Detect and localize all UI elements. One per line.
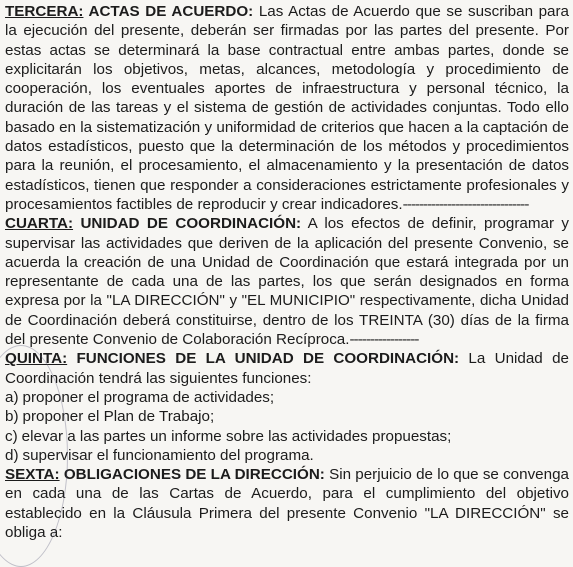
clause-title: FUNCIONES DE LA UNIDAD DE COORDINACIÓN:: [76, 350, 460, 368]
clause-body: La Unidad de Coordinación tendrá las siguientes funciones:: [5, 350, 569, 387]
item-text: elevar a las partes un informe sobre las actividades propuestas;: [21, 427, 452, 445]
clause-title: UNIDAD DE COORDINACIÓN:: [80, 215, 302, 233]
filler-dashes: -------------------------------: [402, 195, 529, 213]
clause-heading: [5, 215, 301, 232]
filler-dashes: -----------------: [349, 331, 419, 349]
clause-number: QUINTA:: [5, 350, 68, 368]
item-text: proponer el Plan de Trabajo;: [22, 408, 215, 426]
function-list: [5, 388, 569, 465]
clause-quinta: [5, 349, 569, 388]
clause-body: Las Actas de Acuerdo que se suscriban para la ejecución del presente, deberán ser firmadas por las partes del presente. Por estas actas se determinará la base contractual entre ambas partes, donde se explicitarán los objetivos, metas, alcances, metodología y procedimiento de cooperación, los eventuales aportes de infraestructura y personal técnico, la duración de las tareas y el sistema de gestión de actividades conjuntas. Todo ello basado en la sistematización y uniformidad de criterios que hacen a la captación de datos estadísticos, puesto que la determinación de los métodos y procedimientos para la reunión, el procesamiento, el almacenamiento y la presentación de datos estadísticos, tienen que responder a consideraciones estrictamente profesionales y procesamientos factibles de reproducir y crear indicadores.: [5, 3, 569, 213]
list-item: [5, 427, 569, 446]
item-marker: b): [5, 408, 19, 426]
clause-title: OBLIGACIONES DE LA DIRECCIÓN:: [63, 466, 325, 484]
list-item: [5, 446, 569, 465]
clause-number: SEXTA:: [5, 466, 60, 484]
clause-heading: [5, 3, 253, 20]
clause-tercera: [5, 2, 569, 214]
list-item: [5, 388, 569, 407]
clause-heading: [5, 466, 325, 483]
clause-body: A los efectos de definir, programar y supervisar las actividades que deriven de la aplicación del presente Convenio, se acuerda la creación de una Unidad de Coordinación que estará integrada por un representante de cada una de las partes, los que serán designados en forma expresa por la "LA DIRECCIÓN" y "EL MUNICIPIO" respectivamente, dicha Unidad de Coordinación deberá constituirse, dentro de los TREINTA (30) días de la firma del presente Convenio de Colaboración Recíproca.: [5, 215, 569, 349]
clause-number: CUARTA:: [5, 215, 74, 233]
clause-sexta: [5, 465, 569, 542]
item-marker: c): [5, 427, 18, 445]
clause-title: ACTAS DE ACUERDO:: [88, 3, 254, 20]
clause-number: TERCERA:: [5, 3, 84, 20]
item-text: supervisar el funcionamiento del programa.: [22, 446, 314, 464]
clause-heading: [5, 350, 459, 367]
list-item: [5, 407, 569, 426]
item-marker: d): [5, 446, 19, 464]
item-marker: a): [5, 388, 19, 406]
clause-body: Sin perjuicio de lo que se convenga en cada una de las Cartas de Acuerdo, para el cumplimiento del objetivo establecido en la Cláusula Primera del presente Convenio "LA DIRECCIÓN" se obliga a:: [5, 466, 569, 542]
clause-cuarta: [5, 214, 569, 349]
item-text: proponer el programa de actividades;: [22, 388, 275, 406]
